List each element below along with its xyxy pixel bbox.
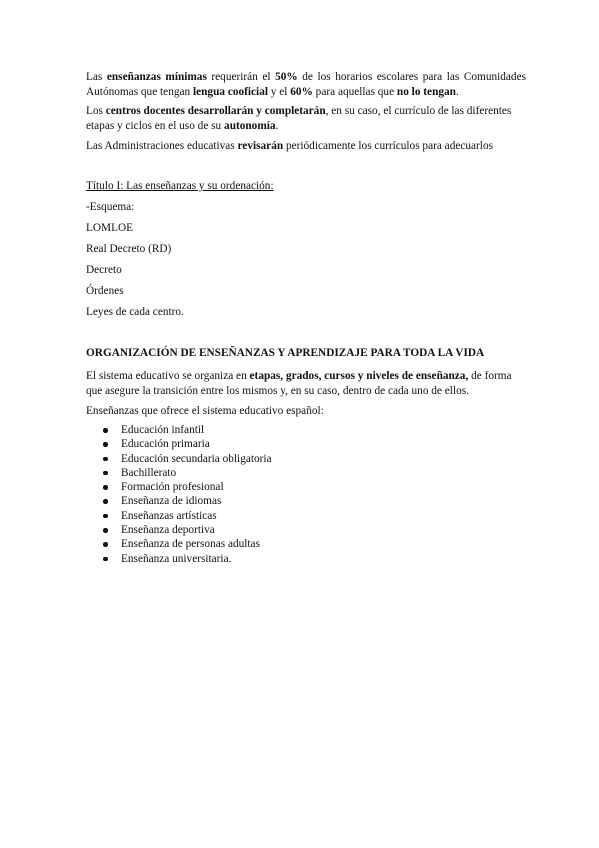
text: .: [275, 120, 279, 132]
text: requerirán el: [206, 71, 276, 83]
paragraph-centros-docentes: [86, 104, 526, 134]
bullet-icon: [103, 442, 108, 447]
esquema-line: Órdenes: [86, 285, 124, 297]
bold-text: 60%: [290, 86, 313, 98]
list-item-text: Enseñanza universitaria.: [121, 552, 232, 565]
paragraph-ensenanzas-minimas: [86, 70, 526, 100]
text: periódicamente los currículos para adecuarlos: [283, 140, 493, 152]
list-item-text: Enseñanza de idiomas: [121, 495, 222, 508]
list-item: [86, 552, 526, 566]
ensenanzas-list: [86, 423, 526, 566]
list-item-text: Enseñanza deportiva: [121, 524, 215, 537]
text: El sistema educativo se organiza en: [86, 370, 250, 382]
list-item: [86, 423, 526, 437]
bold-text: 50%: [275, 71, 298, 83]
bullet-icon: [103, 528, 108, 533]
text: , en su caso, el currículo de las diferentes etapas y ciclos en el uso de su: [86, 105, 512, 132]
bullet-icon: [103, 499, 108, 504]
paragraph-administraciones: [86, 139, 526, 154]
text: Las: [86, 71, 107, 83]
bullet-icon: [103, 485, 108, 490]
bullet-icon: [103, 457, 108, 462]
list-item: [86, 494, 526, 508]
text: .: [455, 86, 459, 98]
list-item-text: Educación infantil: [121, 424, 205, 436]
text: y el: [267, 86, 291, 98]
document-content: [86, 70, 526, 566]
list-item-text: Educación primaria: [121, 438, 210, 451]
titulo-heading: Título I: Las enseñanzas y su ordenación:: [86, 180, 274, 192]
bullet-icon: [103, 428, 108, 433]
bold-text: centros docentes desarrollarán y completarán: [105, 105, 326, 117]
list-item-text: Enseñanza de personas adultas: [121, 538, 260, 551]
list-item-text: Educación secundaria obligatoria: [121, 452, 272, 465]
bold-text: autonomía: [224, 120, 276, 132]
list-item: [86, 537, 526, 551]
text: de forma que asegure la transición entre los mismos y, en su caso, dentro de cada uno de ellos.: [86, 370, 512, 397]
bold-text: enseñanzas mínimas: [106, 71, 207, 83]
text: Los: [86, 105, 106, 117]
bullet-icon: [103, 557, 108, 562]
esquema-line: Leyes de cada centro.: [86, 306, 184, 318]
list-item-text: Formación profesional: [121, 481, 224, 494]
section-title: ORGANIZACIÓN DE ENSEÑANZAS Y APRENDIZAJE PARA TODA LA VIDA: [86, 347, 485, 359]
paragraph-sistema-educativo: [86, 369, 526, 399]
text: Las Administraciones educativas: [86, 140, 238, 152]
esquema-line: -Esquema:: [86, 201, 135, 213]
list-item: [86, 466, 526, 480]
list-item-text: Enseñanzas artísticas: [121, 509, 217, 522]
list-item: [86, 509, 526, 523]
list-item: [86, 523, 526, 537]
bullet-icon: [103, 542, 108, 547]
spacer: [86, 326, 526, 346]
paragraph-ensenanzas-ofrece: Enseñanzas que ofrece el sistema educativo español:: [86, 405, 324, 417]
esquema-line: Decreto: [86, 264, 122, 276]
esquema-line: LOMLOE: [86, 222, 134, 234]
bold-text: no lo tengan: [396, 86, 456, 98]
text: para aquellas que: [312, 86, 397, 98]
bullet-icon: [103, 514, 108, 519]
bold-text: etapas, grados, cursos y niveles de enseñanza,: [249, 370, 469, 382]
list-item: [86, 452, 526, 466]
bold-text: lengua cooficial: [192, 86, 268, 98]
list-item-text: Bachillerato: [121, 466, 177, 479]
bold-text: revisarán: [237, 140, 284, 152]
esquema-line: Real Decreto (RD): [86, 243, 172, 255]
bullet-icon: [103, 471, 108, 476]
list-item: [86, 437, 526, 451]
text: de los horarios escolares para las Comunidades Autónomas que tengan: [86, 71, 526, 98]
list-item: [86, 480, 526, 494]
